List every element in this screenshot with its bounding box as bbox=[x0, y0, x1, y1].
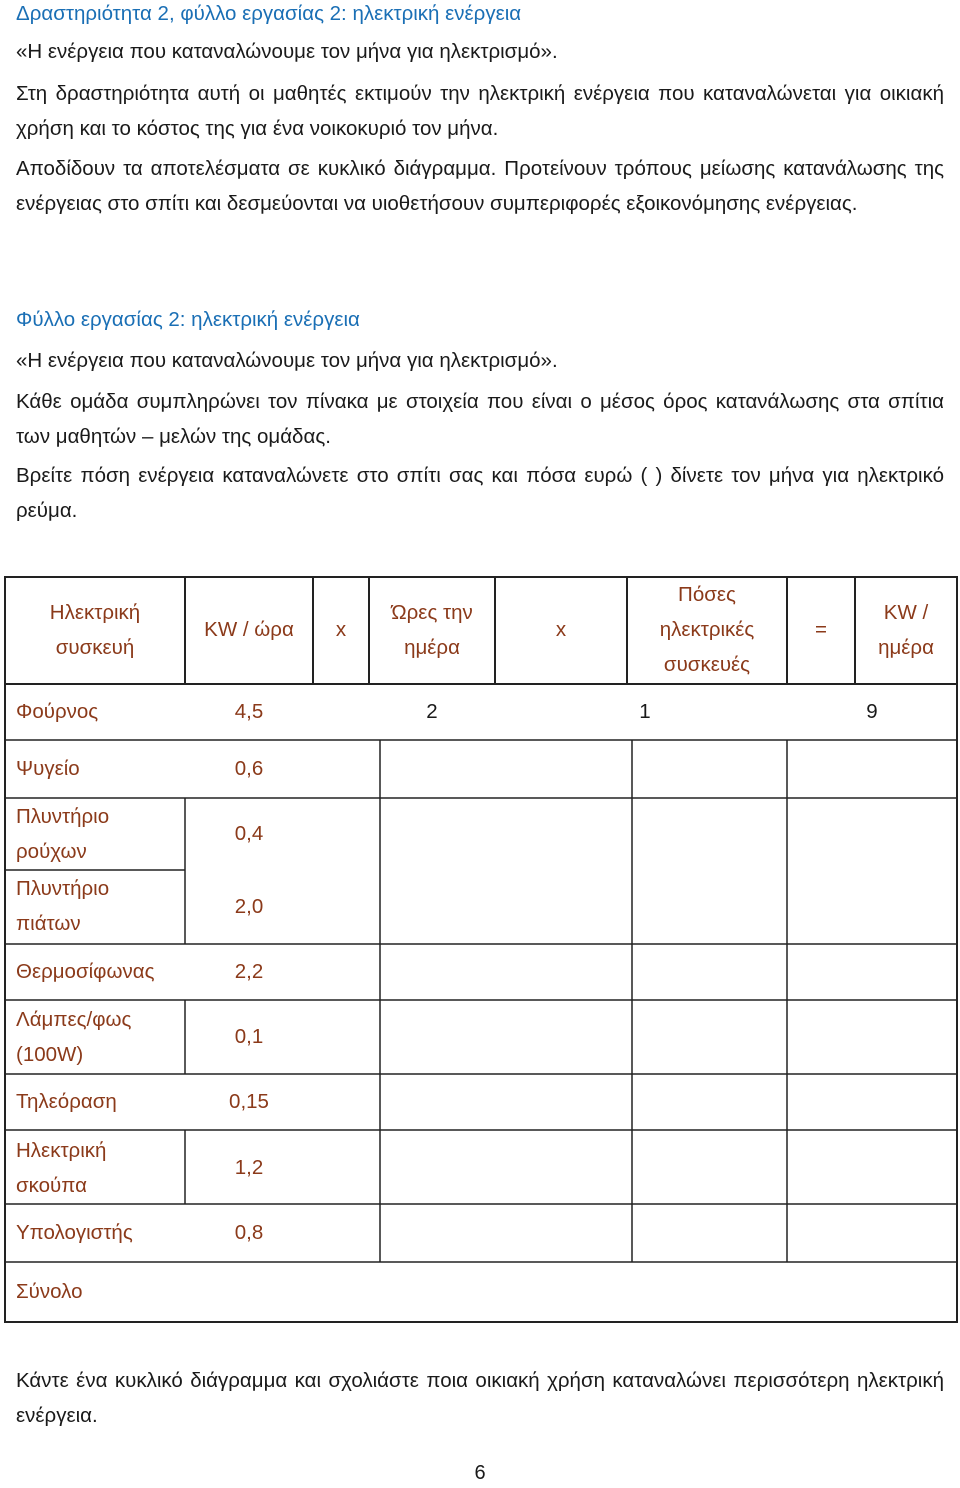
cell-kw: 4,5 bbox=[234, 700, 264, 723]
worksheet-subtitle: «Η ενέργεια που καταναλώνουμε τον μήνα για ηλεκτρισμό». bbox=[16, 349, 558, 372]
cell-kw: 0,1 bbox=[234, 1025, 264, 1048]
cell-kw: 2,0 bbox=[234, 895, 264, 918]
cell-device: Θερμοσίφωνας bbox=[16, 960, 155, 983]
cell-device: Ψυγείο bbox=[16, 757, 80, 780]
activity-paragraph-2: Αποδίδουν τα αποτελέσματα σε κυκλικό διάγραμμα. Προτείνουν τρόπους μείωσης κατανάλωσης της ενέργειας στο σπίτι και δεσμεύονται να υιοθετήσουν συμπεριφορές εξοικονόμησης ενέργειας. bbox=[16, 157, 944, 215]
cell-device: Ηλεκτρική σκούπα bbox=[16, 1139, 107, 1197]
cell-device: Τηλεόραση bbox=[16, 1090, 117, 1113]
header-kw: KW / ώρα bbox=[204, 618, 294, 641]
cell-result: 9 bbox=[866, 700, 878, 723]
cell-kw: 2,2 bbox=[234, 960, 264, 983]
cell-kw: 1,2 bbox=[234, 1156, 264, 1179]
cell-kw: 0,4 bbox=[234, 822, 264, 845]
header-hours: Ώρες την ημέρα bbox=[391, 601, 473, 659]
cell-kw: 0,15 bbox=[229, 1090, 269, 1113]
page-number: 6 bbox=[474, 1462, 486, 1484]
cell-device: Πλυντήριο πιάτων bbox=[16, 877, 110, 935]
closing-instructions: Κάντε ένα κυκλικό διάγραμμα και σχολιάστε ποια οικιακή χρήση καταναλώνει περισσότερη ηλεκτρική ενέργεια. bbox=[16, 1369, 944, 1427]
activity-title: Δραστηριότητα 2, φύλλο εργασίας 2: ηλεκτρική ενέργεια bbox=[16, 2, 522, 25]
cell-device: Φούρνος bbox=[16, 700, 99, 723]
header-device: Ηλεκτρική συσκευή bbox=[49, 601, 141, 659]
cell-kw: 0,8 bbox=[234, 1221, 264, 1244]
worksheet-title: Φύλλο εργασίας 2: ηλεκτρική ενέργεια bbox=[16, 308, 360, 331]
cell-device: Λάμπες/φως (100W) bbox=[16, 1008, 132, 1066]
header-count: Πόσες ηλεκτρικές συσκευές bbox=[659, 583, 755, 676]
activity-paragraph-1: Στη δραστηριότητα αυτή οι μαθητές εκτιμούν την ηλεκτρική ενέργεια που καταναλώνεται για οικιακή χρήση και το κόστος της για ένα νοικοκυριό τον μήνα. bbox=[16, 82, 944, 140]
cell-device: Υπολογιστής bbox=[16, 1221, 133, 1244]
cell-count: 1 bbox=[639, 700, 651, 723]
cell-hours: 2 bbox=[426, 700, 438, 723]
header-multiply-2: x bbox=[555, 618, 567, 641]
cell-kw: 0,6 bbox=[234, 757, 264, 780]
activity-subtitle: «Η ενέργεια που καταναλώνουμε τον μήνα για ηλεκτρισμό». bbox=[16, 40, 558, 63]
worksheet-paragraph-2: Βρείτε πόση ενέργεια καταναλώνετε στο σπίτι σας και πόσα ευρώ ( ) δίνετε τον μήνα για ηλεκτρικό ρεύμα. bbox=[16, 464, 944, 522]
worksheet-paragraph-1: Κάθε ομάδα συμπληρώνει τον πίνακα με στοιχεία που είναι ο μέσος όρος κατανάλωσης στα σπίτια των μαθητών – μελών της ομάδας. bbox=[16, 390, 944, 448]
header-multiply-1: x bbox=[335, 618, 347, 641]
header-result: KW / ημέρα bbox=[878, 601, 934, 659]
cell-device: Πλυντήριο ρούχων bbox=[16, 805, 110, 863]
header-equals: = bbox=[815, 618, 827, 641]
cell-total: Σύνολο bbox=[16, 1280, 83, 1303]
